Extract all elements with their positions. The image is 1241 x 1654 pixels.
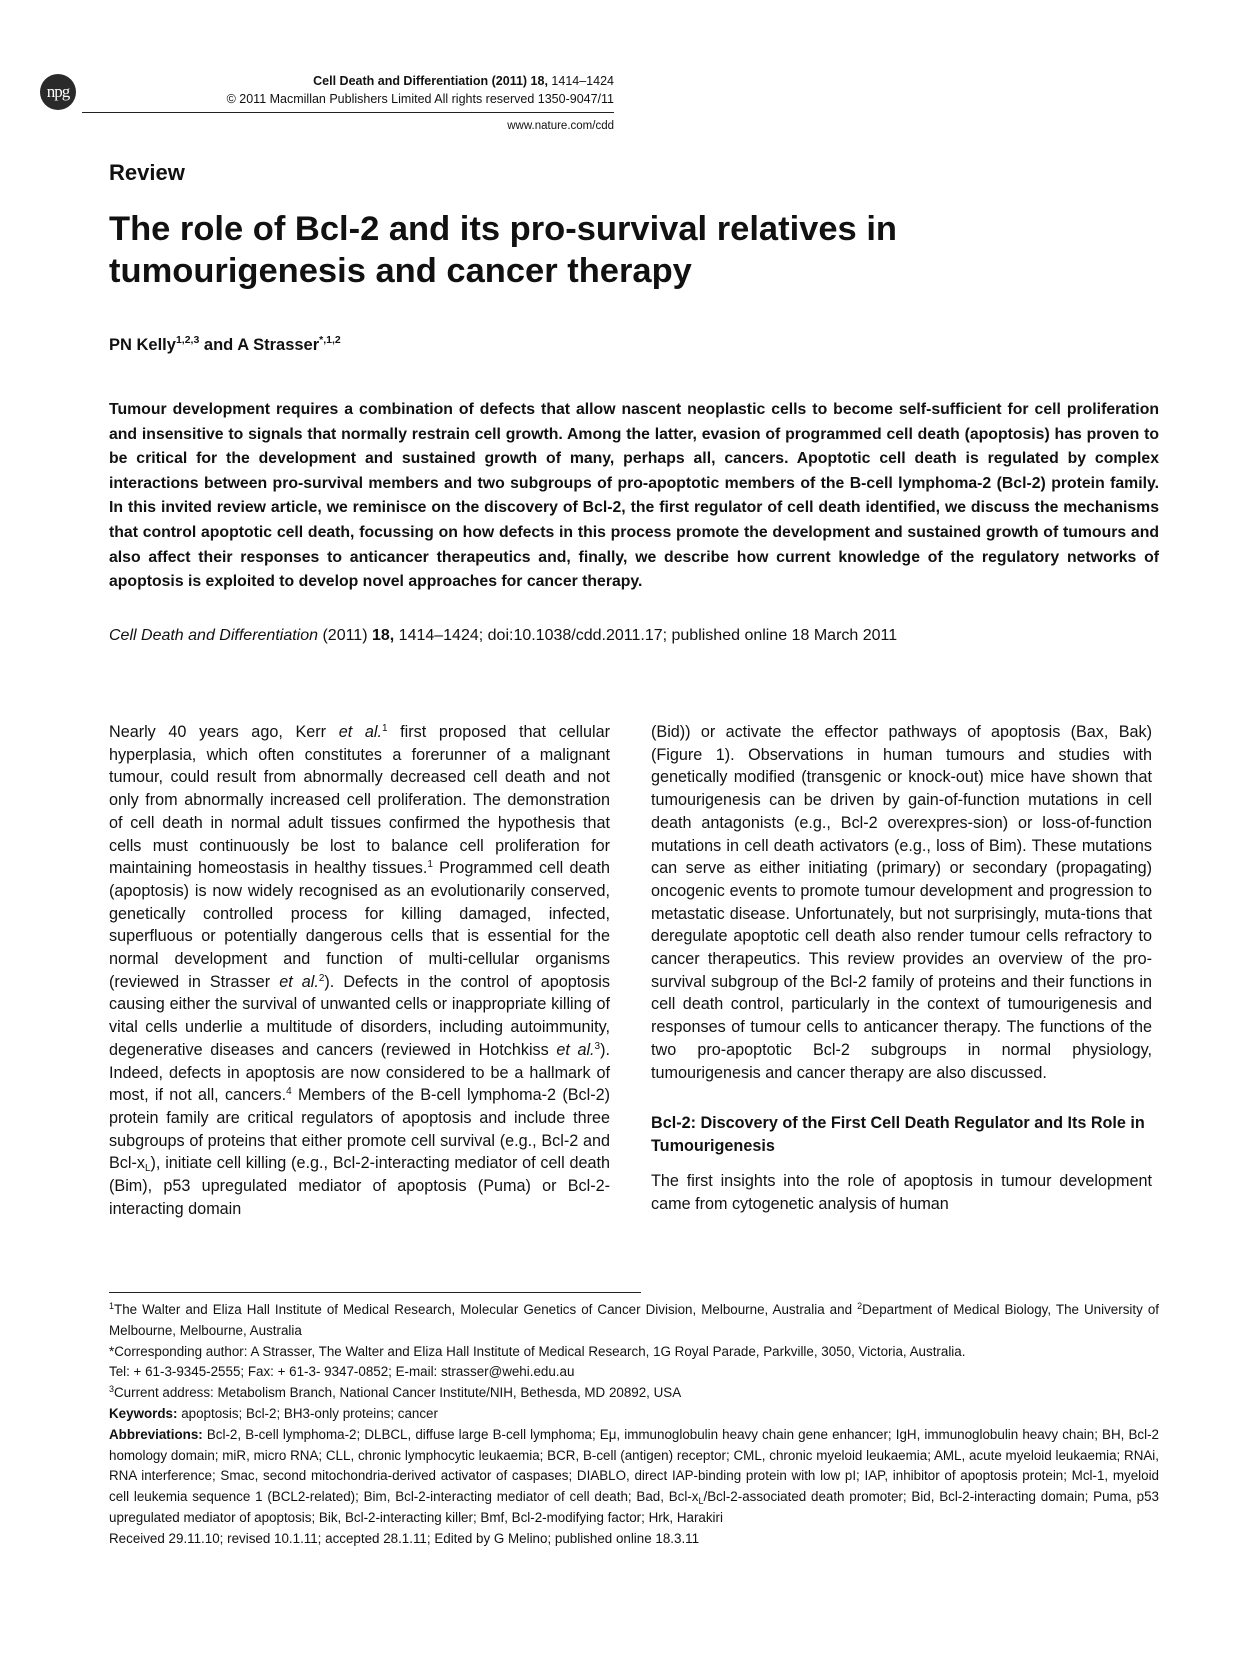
- article-title: The role of Bcl-2 and its pro-survival relatives in tumourigenesis and cancer therapy: [109, 210, 897, 290]
- body-paragraph: Nearly 40 years ago, Kerr et al.$^1$ first proposed that cellular hyperplasia, which often constitutes a forerunner of a malignant tumour, could result from abnormally decreased cell death and not only from abnormally increased cell proliferation. The demonstration of cell death in normal adult tissues confirmed the hypothesis that cells must continuously be lost to balance cell proliferation for maintaining homeostasis in healthy tissues.$^1$ Programmed cell death (apoptosis) is now widely recognised as an evolutionarily conserved, genetically controlled process for killing damaged, infected, superfluous or potentially dangerous cells that is essential for the normal development and function of multi-cellular organisms (reviewed in Strasser et al.$^2$). Defects in the control of apoptosis causing either the survival of unwanted cells or inappropriate killing of vital cells underlie a multitude of disorders, including autoimmunity, degenerative diseases and cancers (reviewed in Hotchkiss et al.$^3$). Indeed, defects in apoptosis are now considered to be a hallmark of most, if not all, cancers.$^4$ Members of the B-cell lymphoma-2 (Bcl-2) protein family are critical regulators of apoptosis and include three subgroups of proteins that either promote cell survival (e.g., Bcl-2 and Bcl-$x_L$), initiate cell killing (e.g., Bcl-2-interacting mediator of cell death (Bim), p53 upregulated mediator of apoptosis (Puma) or Bcl-2-interacting domain: [109, 723, 610, 1218]
- keywords: Keywords: apoptosis; Bcl-2; BH3-only proteins; cancer: [109, 1405, 438, 1421]
- affiliation-mark: 1,2,3: [175, 334, 200, 346]
- reference-mark[interactable]: 1: [427, 859, 433, 871]
- footnotes: [109, 1300, 1159, 1550]
- reference-mark[interactable]: 2: [318, 972, 325, 984]
- author-name: PN Kelly: [109, 336, 176, 354]
- section-heading: Bcl-2: Discovery of the First Cell Death Regulator and Its Role in Tumourigenesis: [651, 1114, 1145, 1156]
- article-type: Review: [109, 160, 185, 185]
- abstract: Tumour development requires a combination of defects that allow nascent neoplastic cells to become self-sufficient for cell proliferation and insensitive to signals that normally restrain cell growth. Among the latter, evasion of programmed cell death (apoptosis) has proven to be critical for the development and sustained growth of many, perhaps all, cancers. Apoptotic cell death is regulated by complex interactions between pro-survival members and two subgroups of pro-apoptotic members of the B-cell lymphoma-2 (Bcl-2) protein family. In this invited review article, we reminisce on the discovery of Bcl-2, the first regulator of cell death identified, we discuss the mechanisms that control apoptotic cell death, focussing on how defects in this process promote the development and sustained growth of tumours and also affect their responses to anticancer therapeutics and, finally, we describe how current knowledge of the regulatory networks of apoptosis is exploited to develop novel approaches for cancer therapy.: [109, 401, 1159, 591]
- page-range: 1414–1424: [551, 74, 614, 88]
- reference-mark[interactable]: 4: [286, 1086, 292, 1098]
- citation-year: (2011): [318, 627, 372, 644]
- body-column-right: [651, 721, 1152, 1216]
- author-conjunction: and: [199, 336, 238, 354]
- reference-mark[interactable]: 3: [594, 1040, 601, 1052]
- citation-line: [109, 627, 1159, 645]
- publisher-logo: npg: [40, 74, 76, 110]
- body-paragraph: (Bid)) or activate the effector pathways of apoptosis (Bax, Bak) (Figure 1). Observations in human tumours and studies with genetically modified (transgenic or knock-out) mice have shown that tumourigenesis can be driven by gain-of-function mutations in cell death antagonists (e.g., Bcl-2 overexpres-sion) or loss-of-function mutations in cell death activators (e.g., loss of Bim). These mutations can serve as either initiating (primary) or secondary (propagating) oncogenic events to promote tumour development and progression to metastatic disease. Unfortunately, but not surprisingly, muta-tions that deregulate apoptotic cell death also render tumour cells refractory to cancer therapeutics. This review provides an overview of the pro-survival subgroup of the Bcl-2 family of proteins and their functions in cell death control, particularly in the context of tumourigenesis and responses of tumour cells to anticancer therapy. The functions of the two pro-apoptotic Bcl-2 subgroups in normal physiology, tumourigenesis and cancer therapy are also discussed.: [651, 723, 1152, 1082]
- received-dates: Received 29.11.10; revised 10.1.11; accepted 28.1.11; Edited by G Melino; published online 18.3.11: [109, 1530, 700, 1546]
- affiliations: $^1$The Walter and Eliza Hall Institute of Medical Research, Molecular Genetics of Cancer Division, Melbourne, Australia and $^2$Department of Medical Biology, The University of Melbourne, Melbourne, Australia: [109, 1301, 1159, 1338]
- author-list: [109, 336, 341, 355]
- abbreviations: Abbreviations: Bcl-2, B-cell lymphoma-2; DLBCL, diffuse large B-cell lymphoma; Eμ, immunoglobulin heavy chain gene enhancer; IgH, immunoglobulin heavy chain; BH, Bcl-2 homology domain; miR, micro RNA; CLL, chronic lymphocytic leukaemia; BCR, B-cell (antigen) receptor; CML, chronic myeloid leukaemia; AML, acute myeloid leukaemia; RNAi, RNA interference; Smac, second mitochondria-derived activator of caspases; DIABLO, direct IAP-binding protein with low pI; IAP, inhibitor of apoptosis protein; Mcl-1, myeloid cell leukemia sequence 1 (BCL2-related); Bim, Bcl-2-interacting mediator of cell death; Bad, Bcl-$x_L/Bcl-2$-associated death promoter; Bid, Bcl-2-interacting domain; Puma, p53 upregulated mediator of apoptosis; Bik, Bcl-2-interacting killer; Bmf, Bcl-2-modifying factor; Hrk, Harakiri: [109, 1426, 1159, 1525]
- corresponding-author: *Corresponding author: A Strasser, The Walter and Eliza Hall Institute of Medical Research, 1G Royal Parade, Parkville, 3050, Victoria, Australia.: [109, 1343, 966, 1359]
- body-column-left: [109, 721, 610, 1220]
- affiliation-mark: *,1,2: [319, 334, 341, 346]
- journal-reference: [180, 74, 614, 88]
- contact-details: Tel: + 61-3-9345-2555; Fax: + 61-3- 9347-0852; E-mail: strasser@wehi.edu.au: [109, 1364, 575, 1380]
- author-name: A Strasser: [237, 336, 320, 354]
- citation-volume: 18,: [371, 627, 395, 644]
- current-address: $^3$Current address: Metabolism Branch, National Cancer Institute/NIH, Bethesda, MD 20892, USA: [109, 1384, 682, 1401]
- journal-url[interactable]: www.nature.com/cdd: [507, 120, 614, 132]
- journal-name: Cell Death and Differentiation (2011) 18,: [313, 74, 548, 88]
- copyright-line: © 2011 Macmillan Publishers Limited All rights reserved 1350-9047/11: [226, 92, 614, 106]
- body-paragraph: The first insights into the role of apoptosis in tumour development came from cytogenetic analysis of human: [651, 1172, 1152, 1213]
- reference-mark[interactable]: 1: [381, 723, 388, 734]
- citation-journal: Cell Death and Differentiation: [109, 627, 319, 644]
- header-rule: [82, 112, 614, 113]
- citation-details: 1414–1424; doi:10.1038/cdd.2011.17; published online 18 March 2011: [394, 627, 898, 644]
- footnote-rule: [109, 1292, 641, 1293]
